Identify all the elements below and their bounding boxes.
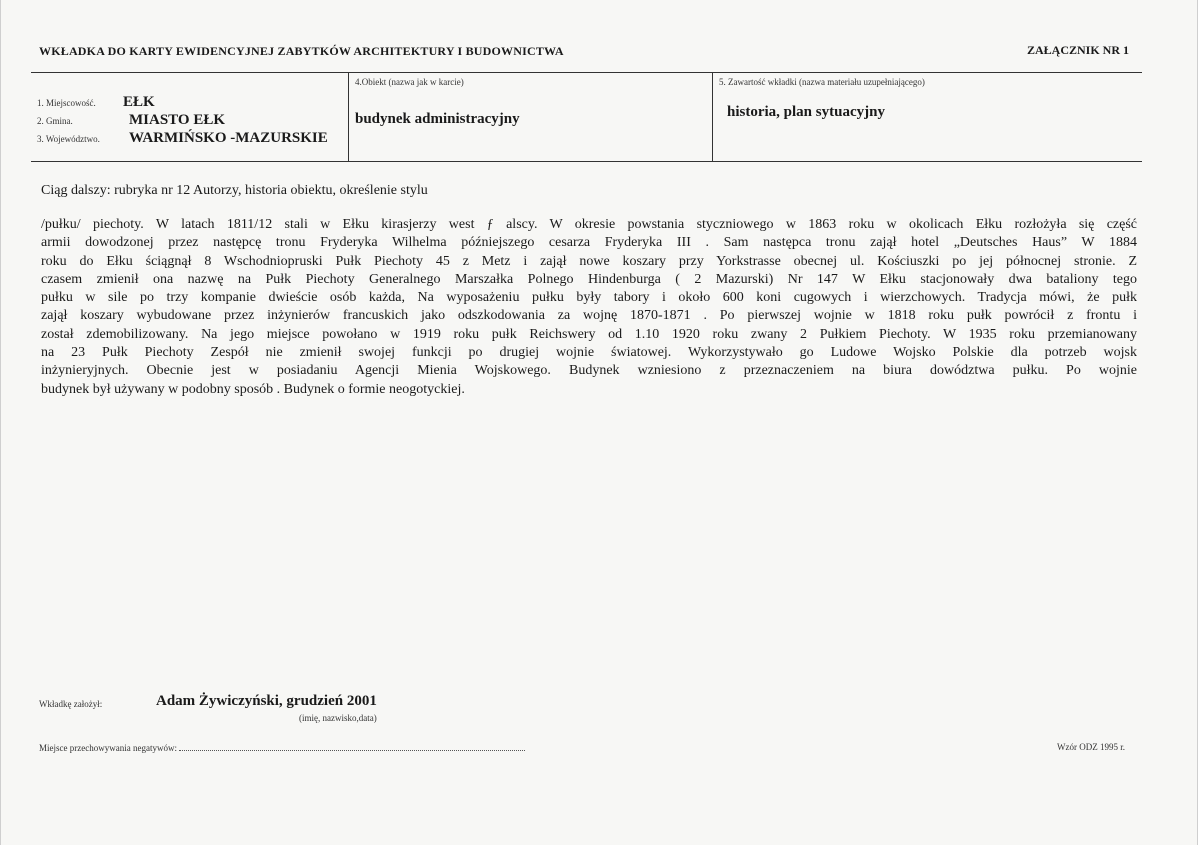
- storage-dotted-line: [179, 742, 525, 751]
- text-line: /pułku/ piechoty. W latach 1811/12 stali w Ełku kirasjerzy west ƒ alscy. W okresie powstania styczniowego w 1863 roku w okolicach Ełku rozłożyła się część: [41, 217, 1137, 232]
- header-fields-box: [31, 72, 1142, 162]
- locality-label: 1. Miejscowość.: [37, 98, 96, 108]
- text-line: armii dowodzonej przez następcę tronu Fryderyka Wilhelma późniejszego cesarza Fryderyka III . Sam następca tronu zajął hotel „Deutsches Haus” W 1884: [41, 235, 1137, 251]
- commune-label: 2. Gmina.: [37, 116, 73, 126]
- signer-name: Adam Żywiczyński, grudzień 2001: [156, 693, 377, 709]
- text-line: na 23 Pułk Piechoty Zespół nie zmienił swojej funkcji po drugiej wojnie światowej. Wykorzystywało go Ludowe Wojsko Polskie dla potrzeb wojsk: [41, 345, 1137, 361]
- storage-label: Miejsce przechowywania negatywów:: [39, 743, 177, 753]
- document-title: WKŁADKA DO KARTY EWIDENCYJNEJ ZABYTKÓW ARCHITEKTURY I BUDOWNICTWA: [39, 44, 564, 58]
- text-line: zajął koszary wybudowane przez inżynierów francuskich jako odszkodowania za wojnę 1870-1871 . Po pierwszej wojnie w 1818 roku pułk powrócił z frontu i: [41, 308, 1137, 324]
- voivodeship-row: [37, 129, 328, 147]
- location-column: [31, 73, 349, 161]
- content-value: historia, plan sytuacyjny: [727, 104, 885, 120]
- attachment-number: ZAŁĄCZNIK NR 1: [1026, 43, 1129, 57]
- text-line: roku do Ełku ściągnął 8 Wschodniopruski Pułk Piechoty 45 z Metz i zajął nowe koszary przy Yorkstrasse obecnej ul. Kościuszki po jej północnej stronie. Z: [41, 253, 1137, 269]
- text-line: został zdemobilizowany. Na jego miejsce powołano w 1919 roku pułk Reichswery od 1.10 1920 roku zwany 2 Pułkiem Piechoty. W 1935 roku przemianowany: [41, 326, 1137, 342]
- continuation-heading: Ciąg dalszy: rubryka nr 12 Autorzy, historia obiektu, określenie stylu: [41, 183, 428, 198]
- locality-value: EŁK: [123, 94, 155, 110]
- object-value: budynek administracyjny: [355, 111, 520, 127]
- voivodeship-label: 3. Województwo.: [37, 134, 100, 144]
- commune-row: [37, 111, 225, 129]
- text-line: czasem zmienił ona nazwę na Pułk Piechoty Generalnego Marszałka Polnego Hindenburga ( 2 Mazurski) Nr 147 W Ełku stacjonowały dwa bataliony tego: [41, 271, 1137, 287]
- form-model: Wzór ODZ 1995 r.: [1057, 742, 1125, 752]
- text-line: budynek był używany w podobny sposób . Budynek o formie neogotyckiej.: [41, 381, 465, 397]
- locality-row: [37, 93, 155, 111]
- voivodeship-value: WARMIŃSKO -MAZURSKIE: [129, 130, 328, 146]
- negatives-storage-row: [39, 742, 525, 753]
- commune-value: MIASTO EŁK: [129, 112, 225, 128]
- content-label: 5. Zawartość wkładki (nazwa materiału uzupełniającego): [719, 77, 925, 87]
- signer-label: Wkładkę założył:: [39, 699, 103, 709]
- history-text: [41, 216, 1137, 399]
- content-column: [713, 73, 1142, 161]
- object-label: 4.Obiekt (nazwa jak w karcie): [355, 77, 464, 87]
- object-column: [349, 73, 713, 161]
- text-line: pułku w sile po trzy kompanie dwieście osób każda, Na wyposażeniu pułku były tabory i około 600 koni cugowych i wierzchowych. Tradycja mówi, że pułk: [41, 290, 1137, 306]
- text-line: inżynieryjnych. Obecnie jest w posiadaniu Agencji Mienia Wojskowego. Budynek wzniesiono z przeznaczeniem na biura dowództwa pułku. Po wojnie: [41, 363, 1137, 379]
- signer-caption: (imię, nazwisko,data): [299, 713, 377, 723]
